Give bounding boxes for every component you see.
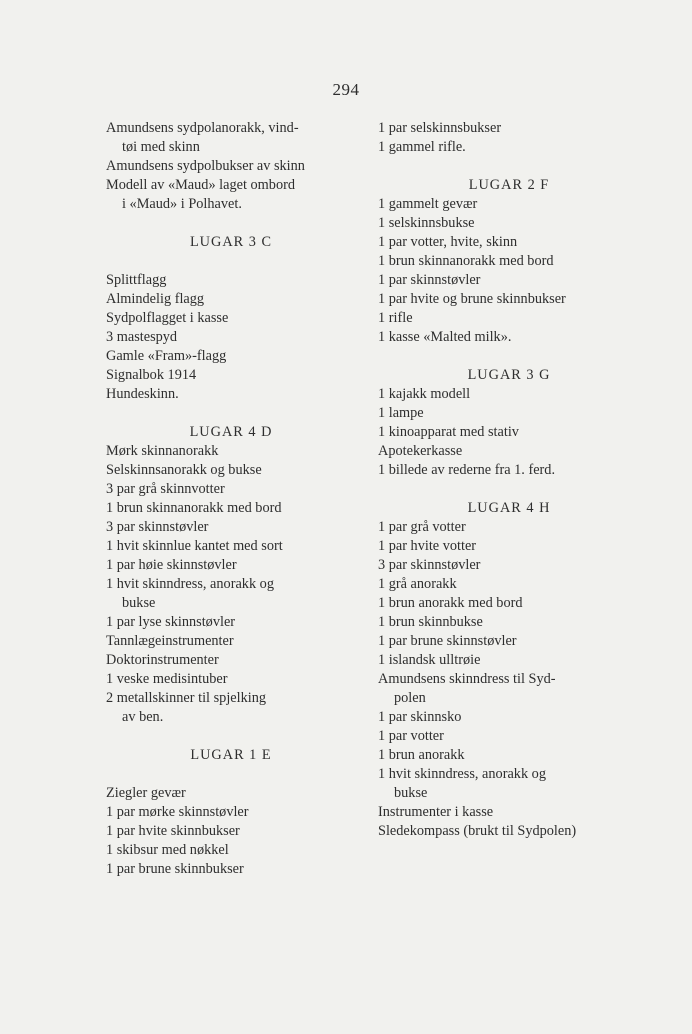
list-item: Gamle «Fram»-flagg bbox=[106, 348, 227, 364]
list-item: 1 par votter bbox=[378, 728, 444, 744]
list-item: Modell av «Maud» laget ombord bbox=[106, 177, 296, 193]
list-item: polen bbox=[394, 690, 426, 706]
list-item: 1 skibsur med nøkkel bbox=[106, 842, 229, 858]
section-heading-lugar-2f: LUGAR 2 F bbox=[468, 177, 550, 193]
list-item: Tannlægeinstrumenter bbox=[106, 633, 234, 649]
list-item: bukse bbox=[394, 785, 428, 801]
list-item: Signalbok 1914 bbox=[106, 367, 197, 383]
section-heading-lugar-4d: LUGAR 4 D bbox=[189, 424, 273, 440]
list-item: Mørk skinnanorakk bbox=[106, 443, 219, 459]
list-item: 3 par skinnstøvler bbox=[106, 519, 209, 535]
list-item: 1 grå anorakk bbox=[378, 576, 457, 592]
right-column bbox=[378, 119, 640, 841]
list-item: 1 par lyse skinnstøvler bbox=[106, 614, 236, 630]
section-heading-lugar-3g: LUGAR 3 G bbox=[467, 367, 551, 383]
list-item: av ben. bbox=[122, 709, 164, 725]
list-item: 1 gammelt gevær bbox=[378, 196, 478, 212]
list-item: Instrumenter i kasse bbox=[378, 804, 494, 820]
list-item: Sydpolflagget i kasse bbox=[106, 310, 229, 326]
list-item: tøi med skinn bbox=[122, 139, 200, 155]
list-item: 1 par hvite skinnbukser bbox=[106, 823, 240, 839]
list-item: 3 par skinnstøvler bbox=[378, 557, 481, 573]
list-item: 1 lampe bbox=[378, 405, 424, 421]
page-number: 294 bbox=[332, 80, 360, 99]
list-item: 1 par selskinnsbukser bbox=[378, 120, 502, 136]
list-item: 1 hvit skinndress, anorakk og bbox=[106, 576, 274, 592]
list-item: 1 par votter, hvite, skinn bbox=[378, 234, 518, 250]
list-item: 1 rifle bbox=[378, 310, 413, 326]
list-item: 1 selskinnsbukse bbox=[378, 215, 475, 231]
list-item: Doktorinstrumenter bbox=[106, 652, 219, 668]
list-item: Hundeskinn. bbox=[106, 386, 179, 402]
list-item: 1 par grå votter bbox=[378, 519, 466, 535]
list-item: 1 brun anorakk med bord bbox=[378, 595, 523, 611]
list-item: Ziegler gevær bbox=[106, 785, 186, 801]
list-item: Apotekerkasse bbox=[378, 443, 463, 459]
list-item: 1 par brune skinnstøvler bbox=[378, 633, 517, 649]
list-item: 2 metallskinner til spjelking bbox=[106, 690, 267, 706]
list-item: 1 par skinnsko bbox=[378, 709, 462, 725]
list-item: 1 billede av rederne fra 1. ferd. bbox=[378, 462, 556, 478]
list-item: 1 kajakk modell bbox=[378, 386, 471, 402]
list-item: 3 par grå skinnvotter bbox=[106, 481, 225, 497]
left-column bbox=[106, 119, 356, 879]
list-item: Sledekompass (brukt til Sydpolen) bbox=[378, 823, 577, 839]
list-item: Amundsens sydpolanorakk, vind- bbox=[106, 120, 299, 136]
list-item: Amundsens sydpolbukser av skinn bbox=[106, 158, 305, 174]
list-item: 1 par hvite votter bbox=[378, 538, 477, 554]
list-item: 1 brun anorakk bbox=[378, 747, 465, 763]
list-item: 1 brun skinnanorakk med bord bbox=[378, 253, 554, 269]
list-item: 1 hvit skinndress, anorakk og bbox=[378, 766, 546, 782]
list-item: 1 par mørke skinnstøvler bbox=[106, 804, 249, 820]
section-heading-lugar-4h: LUGAR 4 H bbox=[467, 500, 551, 516]
list-item: 1 brun skinnbukse bbox=[378, 614, 483, 630]
list-item: 3 mastespyd bbox=[106, 329, 178, 345]
section-heading-lugar-3c: LUGAR 3 C bbox=[189, 234, 273, 250]
list-item: Almindelig flagg bbox=[106, 291, 205, 307]
list-item: bukse bbox=[122, 595, 156, 611]
list-item: 1 kasse «Malted milk». bbox=[378, 329, 512, 345]
list-item: 1 brun skinnanorakk med bord bbox=[106, 500, 282, 516]
list-item: 1 par brune skinnbukser bbox=[106, 861, 244, 877]
list-item: Amundsens skinndress til Syd- bbox=[378, 671, 556, 687]
list-item: 1 veske medisintuber bbox=[106, 671, 228, 687]
list-item: 1 par skinnstøvler bbox=[378, 272, 481, 288]
list-item: 1 par hvite og brune skinnbukser bbox=[378, 291, 566, 307]
list-item: 1 kinoapparat med stativ bbox=[378, 424, 519, 440]
list-item: 1 hvit skinnlue kantet med sort bbox=[106, 538, 283, 554]
list-item: 1 gammel rifle. bbox=[378, 139, 466, 155]
list-item: 1 par høie skinnstøvler bbox=[106, 557, 237, 573]
list-item: Selskinnsanorakk og bukse bbox=[106, 462, 262, 478]
list-item: i «Maud» i Polhavet. bbox=[122, 196, 242, 212]
list-item: 1 islandsk ulltrøie bbox=[378, 652, 481, 668]
list-item: Splittflagg bbox=[106, 272, 167, 288]
section-heading-lugar-1e: LUGAR 1 E bbox=[190, 747, 272, 763]
